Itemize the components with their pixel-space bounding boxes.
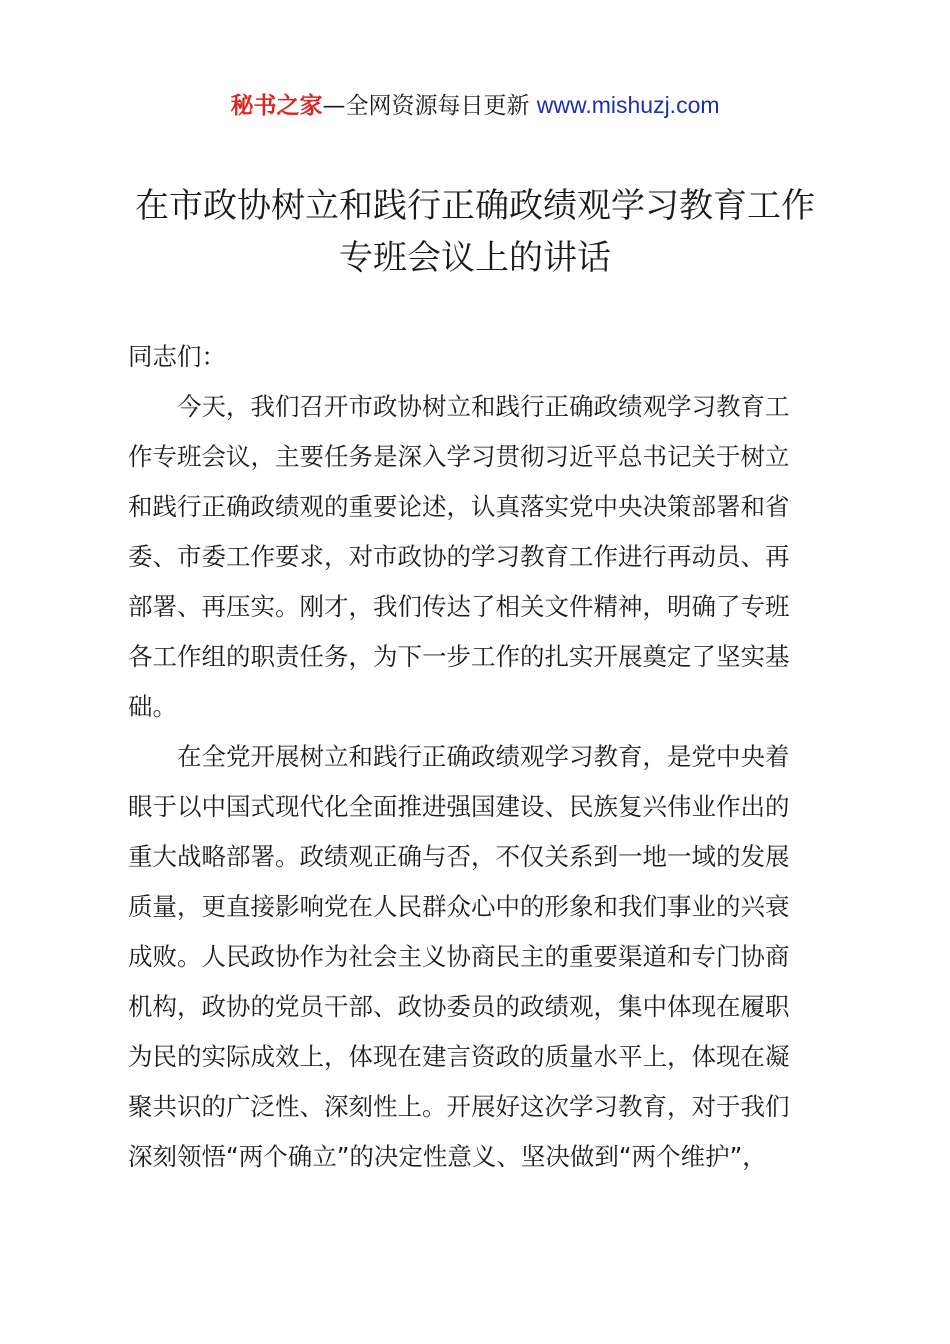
- body-line: 作专班会议，主要任务是深入学习贯彻习近平总书记关于树立: [128, 442, 790, 471]
- site-tagline: —全网资源每日更新: [322, 93, 537, 119]
- body-line: 重大战略部署。政绩观正确与否，不仅关系到一地一域的发展: [128, 842, 790, 871]
- body-line: 质量，更直接影响党在人民群众心中的形象和我们事业的兴衰: [128, 892, 790, 921]
- body-line: 成败。人民政协作为社会主义协商民主的重要渠道和专门协商: [128, 942, 790, 971]
- title-line: 在市政协树立和践行正确政绩观学习教育工作: [135, 186, 815, 226]
- body-line: 各工作组的职责任务，为下一步工作的扎实开展奠定了坚实基: [128, 642, 790, 671]
- body-line: 和践行正确政绩观的重要论述，认真落实党中央决策部署和省: [128, 492, 790, 521]
- body-line: 深刻领悟“两个确立”的决定性意义、坚决做到“两个维护”，: [128, 1142, 767, 1171]
- body-line: 聚共识的广泛性、深刻性上。开展好这次学习教育，对于我们: [128, 1092, 790, 1121]
- body-line: 今天，我们召开市政协树立和践行正确政绩观学习教育工: [128, 392, 790, 421]
- title-line: 专班会议上的讲话: [339, 238, 611, 278]
- body-line: 眼于以中国式现代化全面推进强国建设、民族复兴伟业作出的: [128, 792, 790, 821]
- body-line: 委、市委工作要求，对市政协的学习教育工作进行再动员、再: [128, 542, 790, 571]
- site-url-link[interactable]: www.mishuzj.com: [536, 92, 720, 118]
- salutation: 同志们：: [128, 342, 226, 371]
- body-line: 为民的实际成效上，体现在建言资政的质量水平上，体现在凝: [128, 1042, 790, 1071]
- site-brand: 秘书之家: [230, 93, 323, 119]
- site-header: [0, 88, 950, 123]
- document-title: [100, 180, 850, 284]
- body-line: 在全党开展树立和践行正确政绩观学习教育，是党中央着: [128, 742, 790, 771]
- document-body: [128, 332, 840, 1182]
- body-line: 部署、再压实。刚才，我们传达了相关文件精神，明确了专班: [128, 592, 790, 621]
- body-line: 础。: [128, 692, 177, 721]
- body-line: 机构，政协的党员干部、政协委员的政绩观，集中体现在履职: [128, 992, 790, 1021]
